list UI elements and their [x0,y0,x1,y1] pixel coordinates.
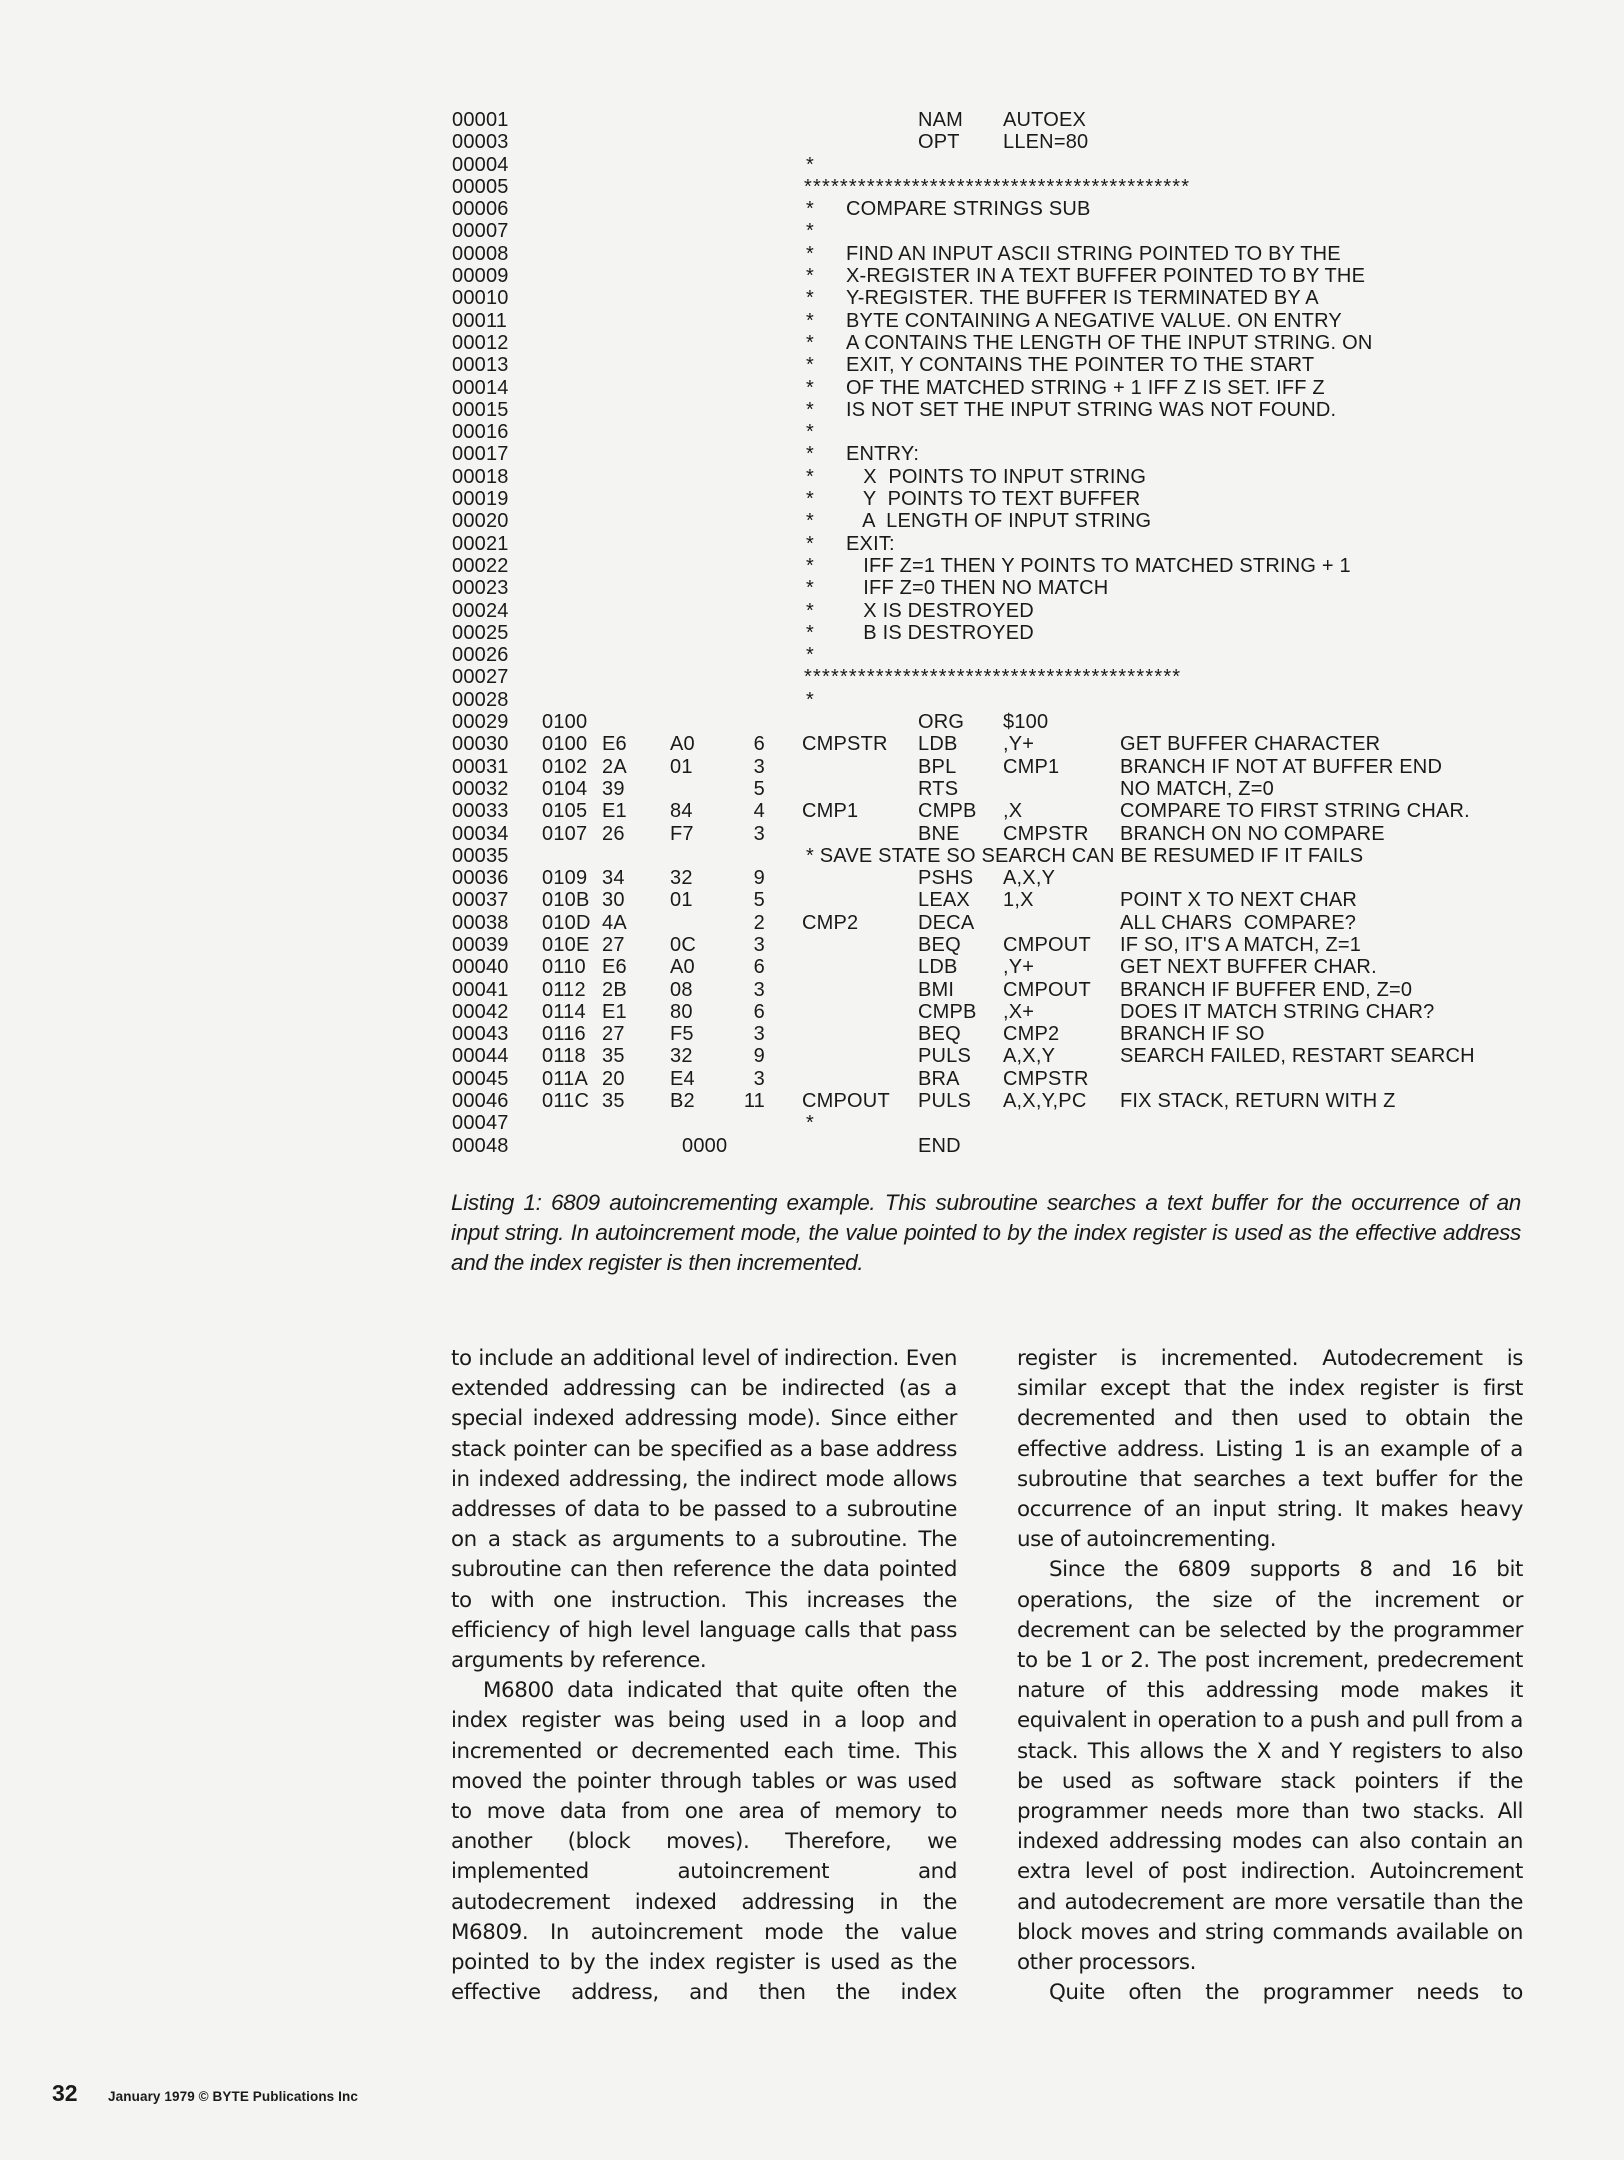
comment-text: X IS DESTROYED [846,599,1034,622]
comment-text: ENTRY: [846,443,920,466]
cycle-count: 3 [753,933,765,956]
object-byte-2: F5 [670,1023,694,1046]
line-number: 00016 [452,421,509,444]
comment-marker: * [806,287,814,310]
listing-line [0,533,1624,555]
opcode: ORG [918,711,965,734]
object-byte-1: 26 [602,822,625,845]
listing-line [0,577,1624,599]
comment: ALL CHARS COMPARE? [1120,911,1357,934]
listing-line [0,956,1624,978]
opcode: NAM [918,109,964,131]
paragraph: Since the 6809 supports 8 and 16 bit operations, the size of the increment or decrement can be selected by the programmer to be 1 or 2. The post increment, predecrement nature of this addressing mode makes it equivalent in operation to a push and pull from a stack. This allows the X and Y registers to also be used as software stack pointers if the programmer needs more than two stacks. All indexed addressing modes can also contain an extra level of post indirection. Autoincrement and autodecrement are more versatile than the block moves and string commands available on other processors. [1017,1557,1523,1976]
object-byte-1: 27 [602,1023,625,1046]
listing-line [0,287,1624,309]
listing-caption: Listing 1: 6809 autoincrementing example. This subroutine searches a text buffer for the occurrence of an input string. In autoincrement mode, the value pointed to by the index register is used as the effective address and the index register is then incremented. [451,1190,1521,1275]
line-number: 00027 [452,666,509,689]
line-number: 00033 [452,800,509,823]
line-number: 00037 [452,889,509,912]
cycle-count: 3 [753,1067,765,1090]
comment: NO MATCH, Z=0 [1120,777,1274,800]
object-byte-1: 30 [602,889,625,912]
comment: DOES IT MATCH STRING CHAR? [1120,1000,1435,1023]
operand: ,X [1003,800,1023,823]
body-column-left [451,1344,957,2008]
comment-marker: * [806,398,814,421]
comment-marker: * [806,510,814,533]
listing-line [0,711,1624,733]
cycle-count: 9 [753,1045,765,1068]
address: 0100 [542,711,588,734]
listing-line [0,689,1624,711]
operand: A,X,Y [1003,867,1056,890]
line-number: 00015 [452,398,509,421]
comment: GET NEXT BUFFER CHAR. [1120,956,1377,979]
listing-line [0,377,1624,399]
opcode: END [918,1134,961,1157]
comment-marker: * [806,577,814,600]
comment-banner: ******************************************* [804,175,1191,198]
listing-line [0,800,1624,822]
address: 0110 [542,956,586,979]
operand: CMPSTR [1003,822,1089,845]
object-byte-2: 0C [670,933,696,956]
listing-line [0,823,1624,845]
opcode: LDB [918,956,958,979]
opcode: BNE [918,822,960,845]
publication-credit: January 1979 © BYTE Publications Inc [108,2089,358,2104]
comment-marker: * [806,265,814,288]
label: CMP1 [802,800,859,823]
object-byte-1: E6 [602,733,627,756]
opcode: BPL [918,755,957,778]
line-number: 00048 [452,1134,509,1157]
comment: BRANCH IF NOT AT BUFFER END [1120,755,1443,778]
comment: GET BUFFER CHARACTER [1120,733,1381,756]
opcode: BEQ [918,933,961,956]
line-number: 00039 [452,933,509,956]
line-number: 00036 [452,867,509,890]
listing-line [0,354,1624,376]
page-footer [52,2080,358,2107]
object-byte-2: B2 [670,1090,695,1113]
listing-line [0,109,1624,131]
address: 0100 [542,733,588,756]
paragraph: to include an additional level of indirection. Even extended addressing can be indirected (as a special indexed addressing mode). Since either stack pointer can be specified as a base address in indexed addressing, the indirect mode allows addresses of data to be passed to a subroutine on a stack as arguments to a subroutine. The subroutine can then reference the data pointed to with one instruction. This increases the efficiency of high level language calls that pass arguments by reference. [451,1346,957,1674]
comment: POINT X TO NEXT CHAR [1120,889,1358,912]
listing-line [0,912,1624,934]
comment: BRANCH ON NO COMPARE [1120,822,1385,845]
comment-text: Y POINTS TO TEXT BUFFER [846,488,1141,511]
comment-text: FIND AN INPUT ASCII STRING POINTED TO BY THE [846,242,1341,265]
line-number: 00008 [452,242,509,265]
line-number: 00044 [452,1045,509,1068]
line-number: 00047 [452,1112,509,1135]
listing-line [0,466,1624,488]
listing-line [0,756,1624,778]
line-number: 00021 [452,532,509,555]
listing-line [0,1090,1624,1112]
comment-marker: * [806,532,814,555]
listing-line [0,220,1624,242]
listing-line [0,555,1624,577]
address: 0109 [542,867,588,890]
operand: CMPOUT [1003,933,1091,956]
operand: CMP2 [1003,1023,1060,1046]
opcode: CMPB [918,1000,977,1023]
listing-line [0,243,1624,265]
object-byte-2: 01 [670,889,693,912]
line-number: 00038 [452,911,509,934]
line-number: 00001 [452,109,509,131]
opcode: BEQ [918,1023,961,1046]
listing-line [0,1023,1624,1045]
line-number: 00031 [452,755,509,778]
listing-line [0,644,1624,666]
object-byte-1: 20 [602,1067,625,1090]
line-number: 00035 [452,844,509,867]
operand: ,Y+ [1003,733,1035,756]
operand: CMPSTR [1003,1067,1089,1090]
comment-marker: * [806,421,814,444]
opcode: BRA [918,1067,960,1090]
listing-line [0,1001,1624,1023]
comment-marker: * [806,376,814,399]
opcode: OPT [918,131,960,154]
address: 0107 [542,822,588,845]
opcode: DECA [918,911,975,934]
listing-line [0,600,1624,622]
comment-marker: * [806,644,814,667]
comment: BRANCH IF SO [1120,1023,1265,1046]
operand: A,X,Y,PC [1003,1090,1087,1113]
object-byte-2: 32 [670,867,693,890]
comment-text: IFF Z=1 THEN Y POINTS TO MATCHED STRING + 1 [846,554,1351,577]
address: 0114 [542,1000,586,1023]
object-byte-2: 08 [670,978,693,1001]
line-number: 00012 [452,331,509,354]
listing-line [0,443,1624,465]
cycle-count: 6 [753,733,765,756]
line-number: 00043 [452,1023,509,1046]
object-byte-1: E1 [602,800,627,823]
line-number: 00040 [452,956,509,979]
comment-text: IS NOT SET THE INPUT STRING WAS NOT FOUND. [846,398,1337,421]
comment: COMPARE TO FIRST STRING CHAR. [1120,800,1470,823]
label: CMP2 [802,911,859,934]
comment-text: EXIT: [846,532,895,555]
comment-text: OF THE MATCHED STRING + 1 IFF Z IS SET. IFF Z [846,376,1325,399]
line-number: 00028 [452,688,509,711]
operand: A,X,Y [1003,1045,1056,1068]
line-number: 00022 [452,554,509,577]
line-number: 00026 [452,644,509,667]
line-number: 00046 [452,1090,509,1113]
operand: $100 [1003,711,1049,734]
cycle-count: 9 [753,867,765,890]
line-number: 00041 [452,978,509,1001]
cycle-count: 5 [753,777,765,800]
listing-line [0,131,1624,153]
comment-marker: * [806,554,814,577]
listing-line [0,332,1624,354]
line-number: 00017 [452,443,509,466]
comment-marker: * [806,443,814,466]
cycle-count: 11 [743,1090,765,1113]
comment-text: Y-REGISTER. THE BUFFER IS TERMINATED BY A [846,287,1319,310]
paragraph: Quite often the programmer needs to [1049,1980,1523,2006]
object-byte-2: 0000 [682,1134,728,1157]
line-number: 00024 [452,599,509,622]
line-number: 00032 [452,777,509,800]
operand: CMP1 [1003,755,1060,778]
line-number: 00023 [452,577,509,600]
opcode: LDB [918,733,958,756]
listing-line [0,176,1624,198]
cycle-count: 3 [753,978,765,1001]
address: 010E [542,933,590,956]
object-byte-2: 80 [670,1000,693,1023]
operand: LLEN=80 [1003,131,1089,154]
line-number: 00005 [452,175,509,198]
comment-text: A CONTAINS THE LENGTH OF THE INPUT STRING. ON [846,331,1373,354]
address: 0104 [542,777,588,800]
comment-marker: * [806,220,814,243]
listing-line [0,154,1624,176]
paragraph: register is incremented. Autodecrement is similar except that the index register is first decremented and then used to obtain the effective address. Listing 1 is an example of a subroutine that searches a text buffer for the occurrence of an input string. It makes heavy use of autoincrementing. [1017,1346,1523,1553]
object-byte-1: E6 [602,956,627,979]
comment-text: * SAVE STATE SO SEARCH CAN BE RESUMED IF IT FAILS [806,844,1364,867]
object-byte-1: E1 [602,1000,627,1023]
address: 0102 [542,755,588,778]
object-byte-1: 2A [602,755,627,778]
line-number: 00006 [452,198,509,221]
operand: 1,X [1003,889,1034,912]
listing-line [0,622,1624,644]
line-number: 00020 [452,510,509,533]
comment-text: B IS DESTROYED [846,621,1034,644]
cycle-count: 6 [753,1000,765,1023]
cycle-count: 5 [753,889,765,912]
line-number: 00003 [452,131,509,154]
listing-line [0,1045,1624,1067]
address: 011A [542,1067,589,1090]
listing-line [0,1135,1624,1157]
label: CMPOUT [802,1090,890,1113]
comment-marker: * [806,242,814,265]
listing-line [0,265,1624,287]
line-number: 00025 [452,621,509,644]
object-byte-2: A0 [670,733,695,756]
listing-line [0,867,1624,889]
listing-line [0,934,1624,956]
line-number: 00009 [452,265,509,288]
cycle-count: 6 [753,956,765,979]
comment-text: A LENGTH OF INPUT STRING [846,510,1152,533]
comment-marker: * [806,488,814,511]
cycle-count: 3 [753,822,765,845]
line-number: 00030 [452,733,509,756]
comment-marker: * [806,309,814,332]
comment-text: X-REGISTER IN A TEXT BUFFER POINTED TO BY THE [846,265,1366,288]
opcode: PSHS [918,867,974,890]
line-number: 00011 [452,309,508,332]
listing-line [0,198,1624,220]
object-byte-1: 4A [602,911,627,934]
line-number: 00014 [452,376,509,399]
comment: FIX STACK, RETURN WITH Z [1120,1090,1396,1113]
comment-marker: * [806,331,814,354]
comment-marker: * [806,621,814,644]
line-number: 00004 [452,153,509,176]
comment-marker: * [806,688,814,711]
operand: CMPOUT [1003,978,1091,1001]
opcode: BMI [918,978,955,1001]
cycle-count: 3 [753,755,765,778]
object-byte-1: 34 [602,867,625,890]
listing-line [0,1112,1624,1134]
label: CMPSTR [802,733,888,756]
line-number: 00013 [452,354,509,377]
line-number: 00010 [452,287,509,310]
comment-marker: * [806,465,814,488]
opcode: RTS [918,777,959,800]
paragraph: M6800 data indicated that quite often the index register was being used in a loop and incremented or decremented each time. This moved the pointer through tables or was used to move data from one area of memory to another (block moves). Therefore, we implemented autoincrement and autodecrement indexed addressing in the M6809. In autoincrement mode the value pointed to by the index register is used as the effective address, and then the index [451,1678,957,2006]
operand: ,X+ [1003,1000,1035,1023]
comment-marker: * [806,1112,814,1135]
address: 0116 [542,1023,586,1046]
object-byte-2: F7 [670,822,694,845]
code-listing [0,109,1624,1157]
line-number: 00042 [452,1000,509,1023]
comment-marker: * [806,153,814,176]
operand: AUTOEX [1003,109,1087,131]
object-byte-2: 32 [670,1045,693,1068]
comment: SEARCH FAILED, RESTART SEARCH [1120,1045,1475,1068]
address: 011C [542,1090,590,1113]
address: 0118 [542,1045,586,1068]
object-byte-2: A0 [670,956,695,979]
comment-text: EXIT, Y CONTAINS THE POINTER TO THE START [846,354,1315,377]
address: 010B [542,889,590,912]
line-number: 00019 [452,488,509,511]
line-number: 00029 [452,711,509,734]
page-number: 32 [52,2080,78,2106]
object-byte-2: E4 [670,1067,695,1090]
address: 0105 [542,800,588,823]
listing-line [0,778,1624,800]
comment: BRANCH IF BUFFER END, Z=0 [1120,978,1413,1001]
listing-line [0,845,1624,867]
listing-line [0,889,1624,911]
listing-line [0,421,1624,443]
listing-line [0,979,1624,1001]
address: 0112 [542,978,586,1001]
object-byte-2: 84 [670,800,693,823]
comment-text: IFF Z=0 THEN NO MATCH [846,577,1109,600]
listing-line [0,1068,1624,1090]
line-number: 00007 [452,220,509,243]
listing-line [0,310,1624,332]
object-byte-2: 01 [670,755,693,778]
comment-text: BYTE CONTAINING A NEGATIVE VALUE. ON ENTRY [846,309,1342,332]
line-number: 00018 [452,465,509,488]
listing-line [0,666,1624,688]
cycle-count: 3 [753,1023,765,1046]
comment-marker: * [806,198,814,221]
comment-text: COMPARE STRINGS SUB [846,198,1091,221]
opcode: PULS [918,1045,972,1068]
opcode: CMPB [918,800,977,823]
listing-line [0,399,1624,421]
object-byte-1: 35 [602,1090,625,1113]
object-byte-1: 39 [602,777,625,800]
object-byte-1: 27 [602,933,625,956]
address: 010D [542,911,591,934]
object-byte-1: 2B [602,978,627,1001]
comment-text: X POINTS TO INPUT STRING [846,465,1147,488]
listing-line [0,510,1624,532]
listing-line [0,488,1624,510]
comment-marker: * [806,354,814,377]
opcode: LEAX [918,889,970,912]
cycle-count: 2 [753,911,765,934]
comment-banner: ****************************************** [804,666,1182,689]
cycle-count: 4 [753,800,765,823]
opcode: PULS [918,1090,972,1113]
object-byte-1: 35 [602,1045,625,1068]
body-column-right [1017,1344,1523,2008]
listing-line [0,733,1624,755]
operand: ,Y+ [1003,956,1035,979]
comment: IF SO, IT'S A MATCH, Z=1 [1120,933,1362,956]
line-number: 00034 [452,822,509,845]
comment-marker: * [806,599,814,622]
line-number: 00045 [452,1067,509,1090]
